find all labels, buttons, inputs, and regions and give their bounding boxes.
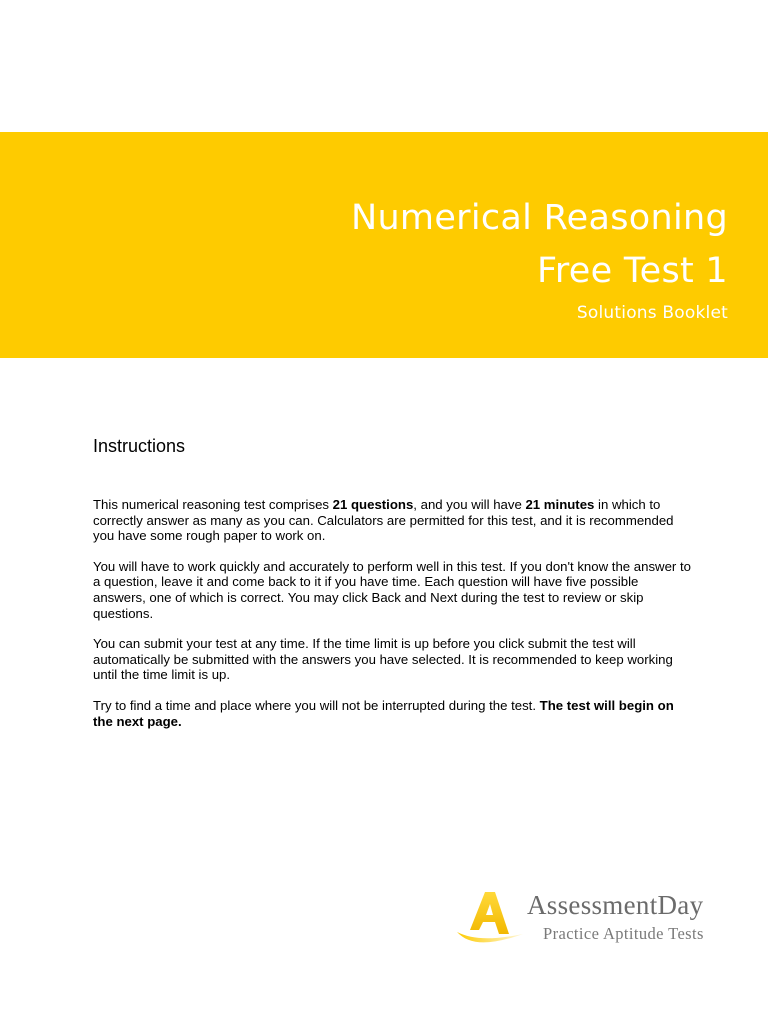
logo-tagline: Practice Aptitude Tests [543,924,704,943]
question-count: 21 questions [332,497,414,512]
next-page-notice: The test will begin on the next page. [93,697,674,729]
instructions-paragraph-1 [93,497,693,544]
instructions-paragraph-4 [93,698,693,729]
instructions-heading: Instructions [93,436,186,456]
p4-text-a: Try to find a time and place where you will not be interrupted during the test. [93,697,540,713]
p1-text-a: This numerical reasoning test comprises [93,497,333,512]
p1-text-c: , and you will have [413,497,526,512]
document-title-line-1: Numerical Reasoning [350,198,728,238]
p1-text-e: in which to correctly answer as many as you can. Calculators are permitted for this test, and it is recommended you have some rough paper to work on. [93,497,674,544]
assessmentday-a-logo-icon [455,888,525,950]
document-title-line-2: Free Test 1 [536,251,728,291]
instructions-body [93,497,693,744]
instructions-paragraph-3: You can submit your test at any time. If the time limit is up before you click submit the test will automatically be submitted with the answers you have selected. It is recommended to keep working until the time limit is up. [93,636,673,683]
document-subtitle: Solutions Booklet [576,303,728,323]
assessmentday-logo [455,888,745,950]
instructions-paragraph-2: You will have to work quickly and accurately to perform well in this test. If you don't know the answer to a question, leave it and come back to it if you have time. Each question will have five possible answers, one of which is correct. You may click Back and Next during the test to review or skip questions. [93,558,691,621]
title-banner [0,132,768,358]
logo-name: AssessmentDay [527,890,704,920]
time-limit: 21 minutes [525,497,595,512]
